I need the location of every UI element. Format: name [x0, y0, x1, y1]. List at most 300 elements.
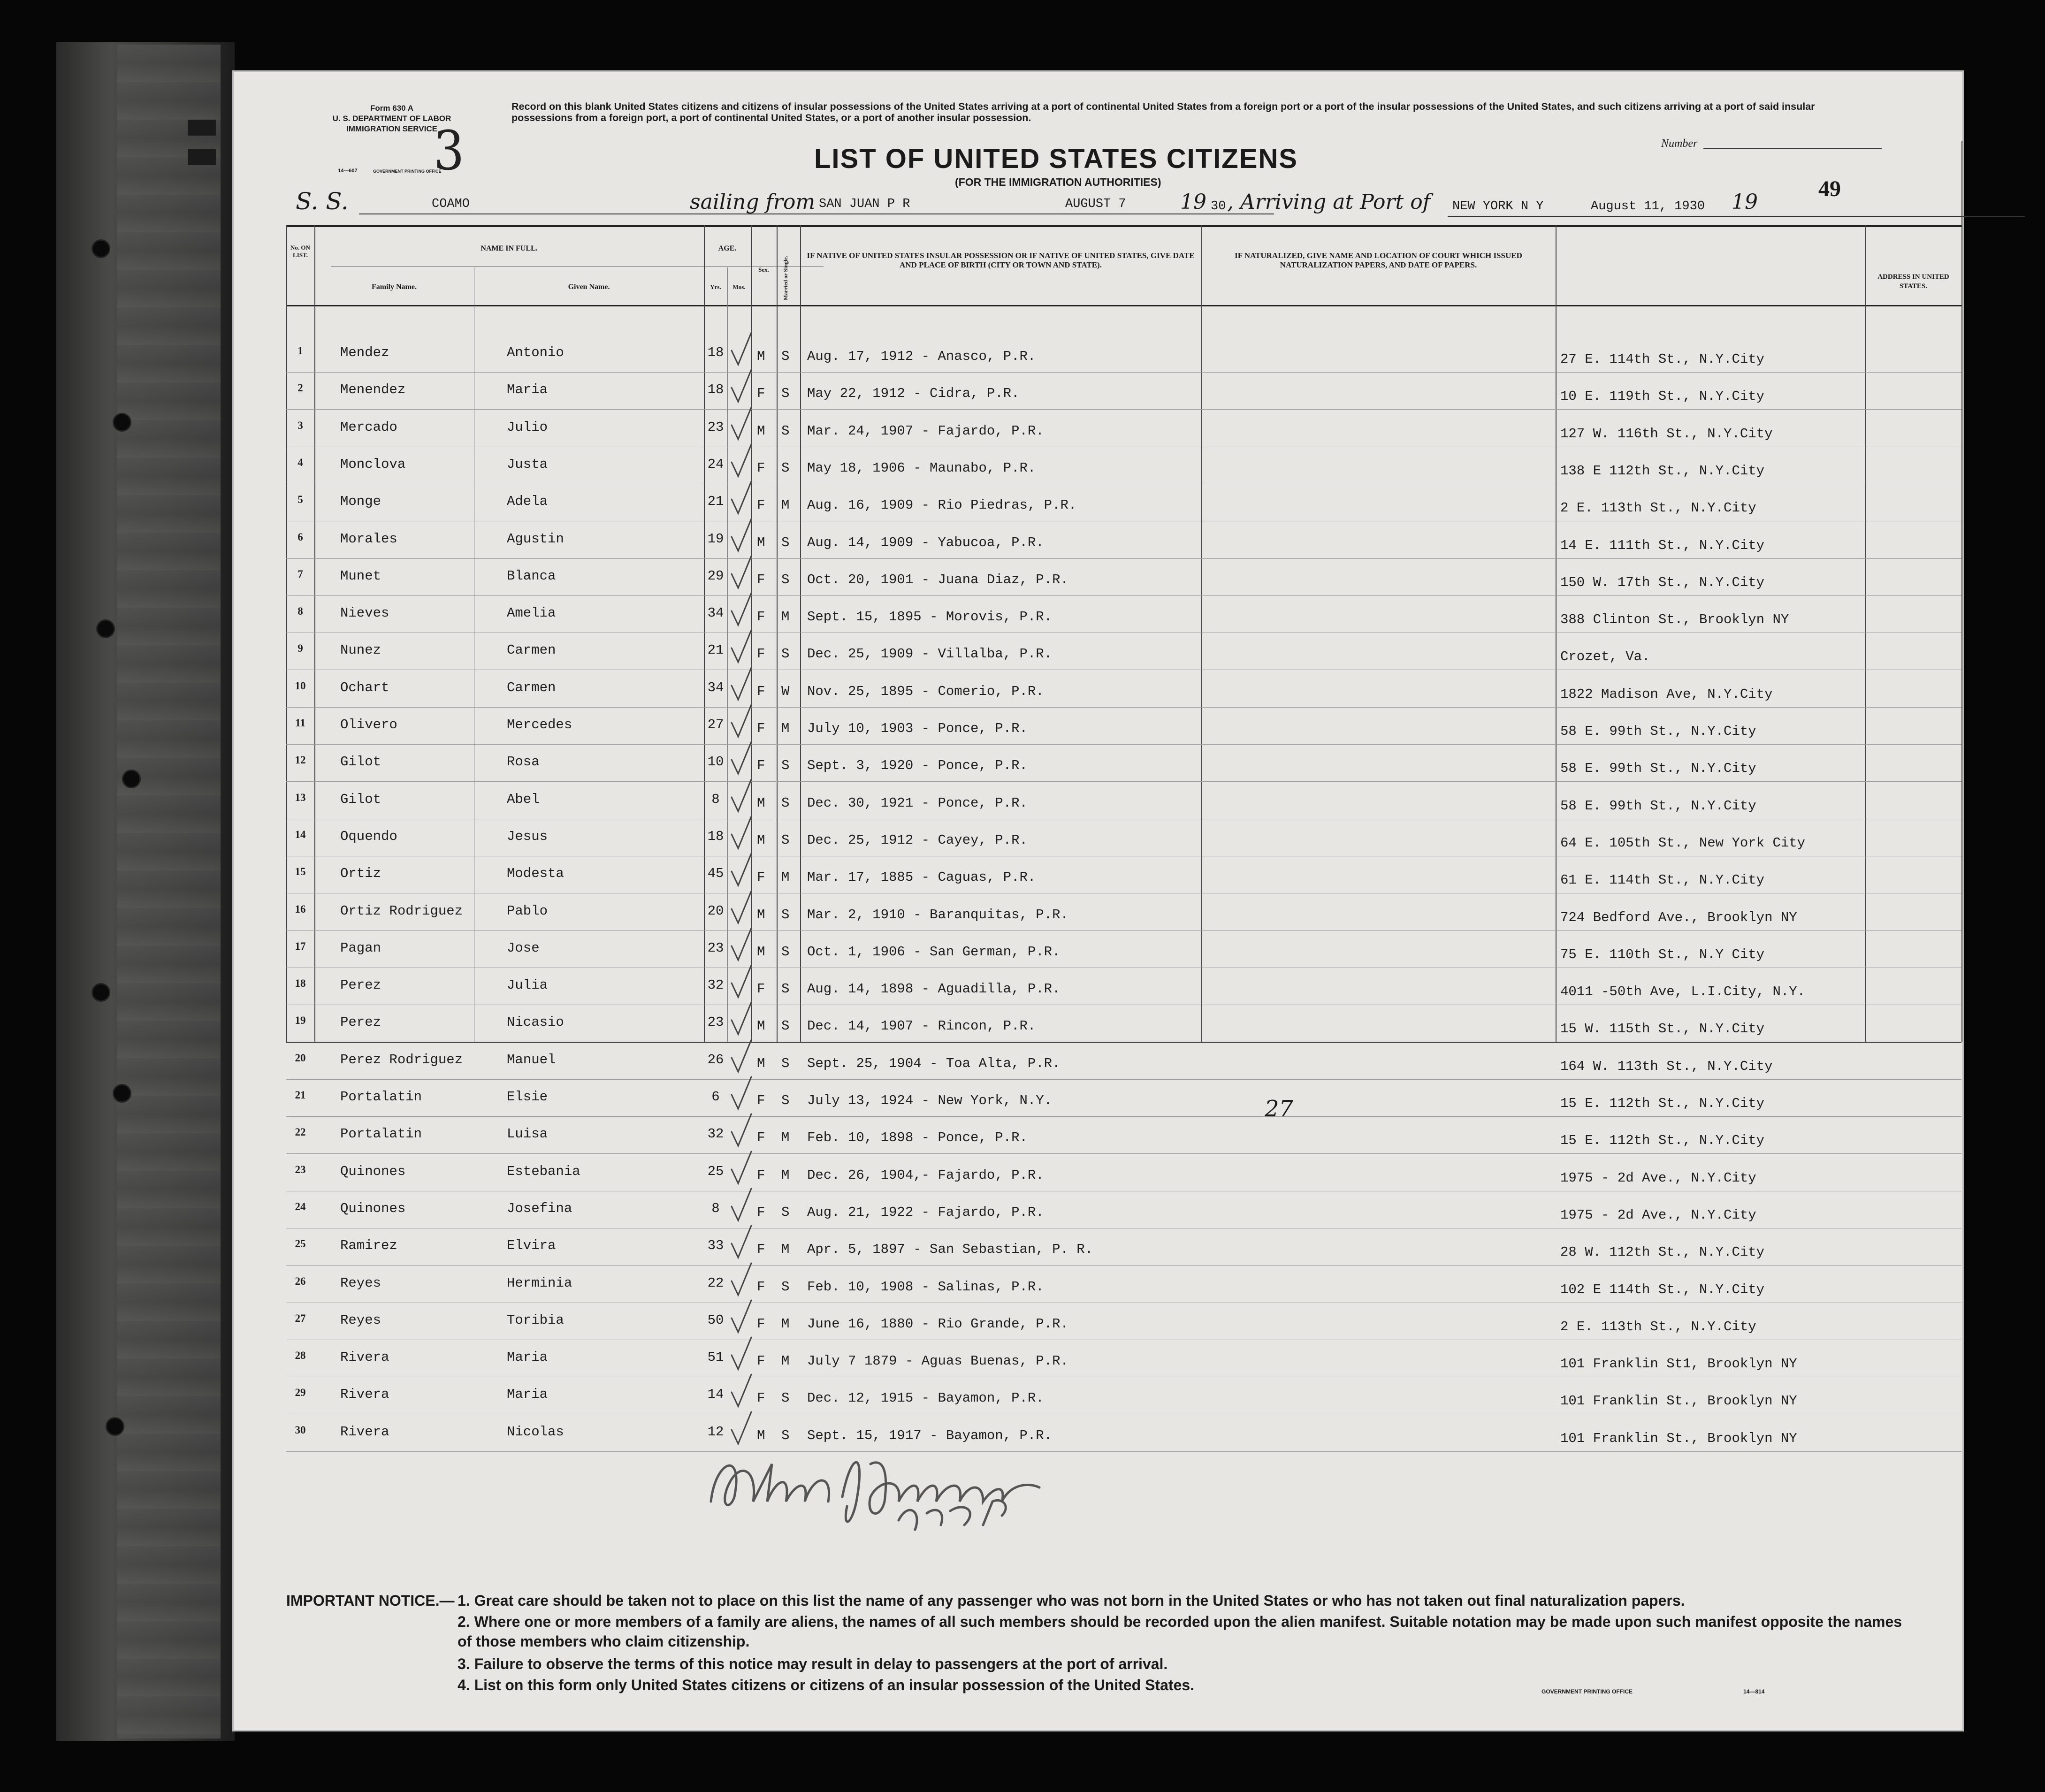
table-top-rule — [286, 225, 1961, 227]
family-name: Quinones — [340, 1200, 406, 1216]
marital-status: S — [781, 534, 790, 550]
sex: F — [757, 1390, 765, 1406]
address: 58 E. 99th St., N.Y.City — [1560, 724, 1756, 739]
address: 724 Bedford Ave., Brooklyn NY — [1560, 909, 1797, 925]
row-number: 7 — [298, 568, 303, 580]
given-name: Estebania — [507, 1163, 580, 1179]
sex: F — [757, 1316, 765, 1332]
given-name: Jose — [507, 940, 540, 956]
sex: M — [757, 1427, 765, 1443]
given-name: Jesus — [507, 828, 548, 844]
family-name: Reyes — [340, 1275, 382, 1291]
address: 2 E. 113th St., N.Y.City — [1560, 1319, 1756, 1334]
marital-status: M — [781, 1242, 790, 1258]
binder-hole — [113, 413, 131, 432]
row-number: 29 — [295, 1387, 306, 1399]
age-years: 29 — [707, 568, 724, 584]
family-name: Olivero — [340, 717, 397, 732]
check-mark — [730, 1187, 753, 1224]
footer-code: 14—814 — [1743, 1688, 1765, 1695]
row-rule — [286, 1265, 1961, 1266]
given-name: Blanca — [507, 568, 556, 584]
sex: F — [757, 460, 765, 476]
sex: M — [757, 907, 765, 923]
given-name: Abel — [507, 791, 540, 807]
sex: F — [757, 758, 765, 774]
marital-status: S — [781, 423, 790, 439]
check-mark — [730, 889, 753, 927]
binder-hole — [96, 619, 115, 638]
age-years: 12 — [707, 1424, 724, 1440]
sex: F — [757, 1204, 765, 1220]
row-rule — [286, 409, 1961, 410]
family-name: Portalatin — [340, 1126, 422, 1142]
given-name: Elsie — [507, 1089, 548, 1105]
check-mark — [730, 703, 753, 740]
row-rule — [286, 1153, 1961, 1154]
marital-status: S — [781, 572, 790, 587]
row-number: 21 — [295, 1089, 306, 1101]
check-mark — [730, 480, 753, 517]
sex: M — [757, 1018, 765, 1034]
address: 75 E. 110th St., N.Y City — [1560, 946, 1765, 962]
family-name: Oquendo — [340, 828, 397, 844]
row-number: 15 — [295, 866, 306, 878]
check-mark — [730, 331, 753, 368]
check-mark — [730, 963, 753, 1001]
family-name: Ortiz — [340, 866, 382, 882]
row-number: 22 — [295, 1126, 306, 1138]
row-rule — [286, 1079, 1961, 1080]
birth-date-place: Mar. 24, 1907 - Fajardo, P.R. — [807, 423, 1044, 439]
address: 10 E. 119th St., N.Y.City — [1560, 389, 1765, 404]
given-name: Elvira — [507, 1238, 556, 1254]
given-name: Maria — [507, 382, 548, 398]
header-native-info: IF NATIVE OF UNITED STATES INSULAR POSSESSION OR IF NATIVE OF UNITED STATES, GIVE DATE AND PLACE OF BIRTH (CITY OR TOWN AND STATE). — [807, 251, 1195, 269]
ss-label: S. S. — [296, 188, 349, 215]
page-number: 49 — [1818, 176, 1841, 201]
column-line — [1201, 225, 1202, 1042]
marital-status: M — [781, 721, 790, 736]
address: 64 E. 105th St., New York City — [1560, 835, 1806, 851]
address: 127 W. 116th St., N.Y.City — [1560, 426, 1773, 442]
header-family-name: Family Name. — [372, 283, 417, 291]
given-name: Mercedes — [507, 717, 572, 732]
birth-date-place: Sept. 25, 1904 - Toa Alta, P.R. — [807, 1055, 1061, 1071]
marital-status: S — [781, 1204, 790, 1220]
given-name: Julia — [507, 977, 548, 993]
marital-status: M — [781, 1353, 790, 1369]
marital-status: S — [781, 758, 790, 774]
family-name: Rivera — [340, 1350, 389, 1365]
age-years: 25 — [707, 1163, 724, 1179]
birth-date-place: Oct. 20, 1901 - Juana Diaz, P.R. — [807, 572, 1068, 587]
page-subtitle: (FOR THE IMMIGRATION AUTHORITIES) — [955, 176, 1161, 188]
margin-mark — [188, 120, 216, 136]
address: Crozet, Va. — [1560, 649, 1650, 665]
marital-status: S — [781, 646, 790, 662]
row-rule — [286, 1451, 1961, 1452]
sailing-from-label: sailing from — [690, 190, 816, 214]
given-name: Rosa — [507, 754, 540, 770]
address: 58 E. 99th St., N.Y.City — [1560, 798, 1756, 814]
family-name: Rivera — [340, 1387, 389, 1403]
age-years: 50 — [707, 1312, 724, 1328]
manifest-page — [232, 70, 1964, 1731]
family-name: Monclova — [340, 456, 406, 472]
birth-date-place: Aug. 17, 1912 - Anasco, P.R. — [807, 349, 1036, 364]
age-years: 34 — [707, 679, 724, 695]
sex: M — [757, 534, 765, 550]
marital-status: S — [781, 981, 790, 997]
given-name: Herminia — [507, 1275, 572, 1291]
row-number: 1 — [298, 345, 303, 357]
handwritten-number: 3 — [433, 120, 465, 183]
arrival-port: NEW YORK N Y — [1452, 199, 1544, 214]
row-number: 9 — [298, 642, 303, 655]
given-name: Nicasio — [507, 1014, 564, 1030]
binder-hole — [113, 1084, 131, 1103]
column-line — [800, 225, 801, 1042]
sex: M — [757, 795, 765, 811]
sex: F — [757, 683, 765, 699]
check-mark — [730, 628, 753, 666]
row-number: 16 — [295, 903, 306, 915]
birth-date-place: Aug. 21, 1922 - Fajardo, P.R. — [807, 1204, 1044, 1220]
check-mark — [730, 1373, 753, 1410]
age-years: 14 — [707, 1387, 724, 1403]
marital-status: S — [781, 1390, 790, 1406]
marital-status: S — [781, 1279, 790, 1295]
header-sex: Sex. — [758, 266, 769, 273]
birth-date-place: June 16, 1880 - Rio Grande, P.R. — [807, 1316, 1068, 1332]
row-number: 19 — [295, 1014, 306, 1027]
given-name: Modesta — [507, 866, 564, 882]
birth-date-place: Aug. 14, 1909 - Yabucoa, P.R. — [807, 534, 1044, 550]
row-number: 10 — [295, 679, 306, 692]
given-name: Carmen — [507, 642, 556, 658]
column-line — [1961, 141, 1962, 1042]
row-number: 30 — [295, 1424, 306, 1436]
form-line: IMMIGRATION SERVICE — [346, 124, 437, 133]
marginal-note: 27 — [1265, 1096, 1294, 1122]
family-name: Gilot — [340, 754, 382, 770]
header-given-name: Given Name. — [568, 283, 610, 291]
notice-item: 4. List on this form only United States citizens or citizens of an insular possession of the United States. — [458, 1677, 1195, 1693]
check-mark — [730, 442, 753, 480]
fill-line — [1448, 216, 2025, 217]
birth-date-place: July 13, 1924 - New York, N.Y. — [807, 1093, 1053, 1108]
given-name: Antonio — [507, 345, 564, 360]
sex: M — [757, 944, 765, 960]
notice-item: 3. Failure to observe the terms of this notice may result in delay to passengers at the port of arrival. — [458, 1655, 1168, 1672]
row-rule — [286, 930, 1961, 931]
sex: F — [757, 1167, 765, 1183]
address: 15 E. 112th St., N.Y.City — [1560, 1096, 1765, 1111]
row-number: 24 — [295, 1200, 306, 1212]
departure-date: AUGUST 7 — [1065, 197, 1126, 211]
printer-note: GOVERNMENT PRINTING OFFICE — [373, 169, 442, 174]
family-name: Menendez — [340, 382, 406, 398]
family-name: Monge — [340, 494, 382, 510]
check-mark — [730, 368, 753, 405]
age-years: 23 — [707, 940, 724, 956]
family-name: Nieves — [340, 605, 389, 621]
row-number: 3 — [298, 419, 303, 431]
birth-date-place: July 10, 1903 - Ponce, P.R. — [807, 721, 1028, 736]
age-years: 32 — [707, 977, 724, 993]
ship-name: COAMO — [432, 197, 470, 211]
given-name: Nicolas — [507, 1424, 564, 1440]
address: 15 W. 115th St., N.Y.City — [1560, 1021, 1765, 1037]
notice-heading: IMPORTANT NOTICE.— — [286, 1592, 455, 1609]
sex: F — [757, 646, 765, 662]
arrival-year-prefix: 19 — [1732, 190, 1758, 214]
sex: F — [757, 721, 765, 736]
birth-date-place: Dec. 14, 1907 - Rincon, P.R. — [807, 1018, 1036, 1034]
family-name: Munet — [340, 568, 382, 584]
address: 4011 -50th Ave, L.I.City, N.Y. — [1560, 984, 1806, 1000]
row-rule — [286, 781, 1961, 782]
check-mark — [730, 1224, 753, 1261]
row-rule — [286, 595, 1961, 596]
address: 2 E. 113th St., N.Y.City — [1560, 500, 1756, 516]
address: 138 E 112th St., N.Y.City — [1560, 463, 1765, 479]
marital-status: S — [781, 944, 790, 960]
row-number: 13 — [295, 791, 306, 803]
age-years: 10 — [707, 754, 724, 770]
birth-date-place: Dec. 25, 1912 - Cayey, P.R. — [807, 832, 1028, 848]
notice-item: 2. Where one or more members of a family are aliens, the names of all such members should be recorded upon the alien manifest. Suitable notation may be made upon such manifest opposite the names of those members who claim citizenship. — [458, 1613, 1902, 1650]
age-years: 32 — [707, 1126, 724, 1142]
check-mark — [730, 554, 753, 592]
row-number: 8 — [298, 605, 303, 618]
binder-hole — [92, 239, 110, 258]
form-code: 14—607 — [338, 168, 358, 174]
row-number: 17 — [295, 940, 306, 952]
table-header-rule — [286, 305, 1961, 306]
birth-date-place: Aug. 14, 1898 - Aguadilla, P.R. — [807, 981, 1061, 997]
marital-status: M — [781, 497, 790, 513]
given-name: Agustin — [507, 531, 564, 547]
header-married-single: Married or Single. — [782, 256, 789, 300]
check-mark — [730, 517, 753, 555]
age-years: 23 — [707, 1014, 724, 1030]
page-title: LIST OF UNITED STATES CITIZENS — [814, 144, 1298, 174]
row-rule — [286, 707, 1961, 708]
row-number: 5 — [298, 494, 303, 506]
row-rule — [286, 1116, 1961, 1117]
marital-status: W — [781, 683, 790, 699]
birth-date-place: May 18, 1906 - Maunabo, P.R. — [807, 460, 1036, 476]
header-age: AGE. — [718, 244, 737, 252]
marital-status: S — [781, 1427, 790, 1443]
address: 101 Franklin St., Brooklyn NY — [1560, 1393, 1797, 1409]
address: 27 E. 114th St., N.Y.City — [1560, 351, 1765, 367]
check-mark — [730, 666, 753, 703]
marital-status: S — [781, 386, 790, 402]
sex: F — [757, 572, 765, 587]
given-name: Adela — [507, 494, 548, 510]
address: 150 W. 17th St., N.Y.City — [1560, 574, 1765, 590]
sex: F — [757, 981, 765, 997]
birth-date-place: Mar. 2, 1910 - Baranquitas, P.R. — [807, 907, 1068, 923]
age-years: 21 — [707, 642, 724, 658]
sex: M — [757, 1055, 765, 1071]
age-years: 22 — [707, 1275, 724, 1291]
family-name: Perez Rodriguez — [340, 1052, 463, 1068]
marital-status: S — [781, 349, 790, 364]
address: 1822 Madison Ave, N.Y.City — [1560, 686, 1773, 702]
header-name-in-full: NAME IN FULL. — [481, 244, 538, 252]
age-years: 20 — [707, 903, 724, 919]
check-mark — [730, 1150, 753, 1187]
row-rule — [286, 558, 1961, 559]
sex: F — [757, 497, 765, 513]
check-mark — [730, 926, 753, 964]
sailing-from-port: SAN JUAN P R — [819, 197, 910, 211]
age-years: 45 — [707, 866, 724, 882]
family-name: Reyes — [340, 1312, 382, 1328]
marital-status: S — [781, 832, 790, 848]
address: 1975 - 2d Ave., N.Y.City — [1560, 1207, 1756, 1223]
form-line: U. S. DEPARTMENT OF LABOR — [332, 114, 451, 123]
age-years: 24 — [707, 456, 724, 472]
check-mark — [730, 1038, 753, 1075]
form-line: Form 630 A — [370, 104, 413, 113]
sex: F — [757, 1242, 765, 1258]
check-mark — [730, 1112, 753, 1150]
address: 101 Franklin St1, Brooklyn NY — [1560, 1356, 1797, 1372]
marital-status: S — [781, 1093, 790, 1108]
age-years: 27 — [707, 717, 724, 732]
notice-item: 1. Great care should be taken not to place on this list the name of any passenger who was not born in the United States or who has not taken out final naturalization papers. — [458, 1592, 1685, 1609]
birth-date-place: Dec. 26, 1904,- Fajardo, P.R. — [807, 1167, 1044, 1183]
family-name: Ramirez — [340, 1238, 397, 1254]
marital-status: M — [781, 869, 790, 885]
family-name: Pagan — [340, 940, 382, 956]
row-number: 18 — [295, 977, 306, 990]
birth-date-place: Nov. 25, 1895 - Comerio, P.R. — [807, 683, 1044, 699]
given-name: Pablo — [507, 903, 548, 919]
row-number: 26 — [295, 1275, 306, 1287]
given-name: Amelia — [507, 605, 556, 621]
marital-status: M — [781, 609, 790, 625]
row-number: 4 — [298, 456, 303, 468]
birth-date-place: Dec. 12, 1915 - Bayamon, P.R. — [807, 1390, 1044, 1406]
birth-date-place: Dec. 30, 1921 - Ponce, P.R. — [807, 795, 1028, 811]
row-number: 6 — [298, 531, 303, 543]
check-mark — [730, 778, 753, 815]
family-name: Perez — [340, 977, 382, 993]
row-number: 12 — [295, 754, 306, 766]
sex: F — [757, 386, 765, 402]
address: 58 E. 99th St., N.Y.City — [1560, 761, 1756, 777]
given-name: Manuel — [507, 1052, 556, 1068]
check-mark — [730, 815, 753, 852]
address: 102 E 114th St., N.Y.City — [1560, 1281, 1765, 1297]
header-naturalized-info: IF NATURALIZED, GIVE NAME AND LOCATION OF COURT WHICH ISSUED NATURALIZATION PAPERS, AND DATE OF PAPERS. — [1235, 251, 1522, 269]
column-line — [1865, 225, 1866, 1042]
binder-hole — [122, 770, 141, 788]
address: 388 Clinton St., Brooklyn NY — [1560, 612, 1789, 628]
address: 61 E. 114th St., N.Y.City — [1560, 872, 1765, 888]
address: 1975 - 2d Ave., N.Y.City — [1560, 1170, 1756, 1186]
header-address: ADDRESS IN UNITED STATES. — [1877, 273, 1949, 290]
header-yrs: Yrs. — [710, 283, 721, 290]
record-instructions: Record on this blank United States citizens and citizens of insular possessions of the United States arriving at a port of continental United States from a foreign port or a port of the insular possessions of the United States, and such citizens arriving at a port of said insular possessions from a foreign port, a port of continental United States, or a port of another insular possession. — [511, 101, 1815, 123]
age-years: 18 — [707, 828, 724, 844]
arrival-date: August 11, 1930 — [1591, 199, 1705, 214]
age-years: 19 — [707, 531, 724, 547]
header-no-on-list: No. ON LIST. — [290, 244, 310, 259]
birth-date-place: Aug. 16, 1909 - Rio Piedras, P.R. — [807, 497, 1077, 513]
family-name: Portalatin — [340, 1089, 422, 1105]
family-name: Rivera — [340, 1424, 389, 1440]
column-line — [727, 267, 728, 1042]
marital-status: S — [781, 1055, 790, 1071]
given-name: Josefina — [507, 1200, 572, 1216]
birth-date-place: Apr. 5, 1897 - San Sebastian, P. R. — [807, 1242, 1093, 1258]
column-line — [777, 225, 778, 1042]
given-name: Julio — [507, 419, 548, 435]
footer-printer: GOVERNMENT PRINTING OFFICE — [1541, 1688, 1633, 1695]
check-mark — [730, 1298, 753, 1336]
check-mark — [730, 1075, 753, 1113]
age-years: 21 — [707, 494, 724, 510]
marital-status: S — [781, 460, 790, 476]
address: 14 E. 111th St., N.Y.City — [1560, 537, 1765, 553]
marital-status: M — [781, 1130, 790, 1146]
departure-year: 30 — [1211, 199, 1226, 214]
age-years: 8 — [711, 1200, 720, 1216]
birth-date-place: Feb. 10, 1908 - Salinas, P.R. — [807, 1279, 1044, 1295]
marital-status: S — [781, 795, 790, 811]
family-name: Perez — [340, 1014, 382, 1030]
binder-hole — [106, 1417, 124, 1436]
year-prefix: 19 — [1180, 190, 1206, 214]
birth-date-place: Sept. 3, 1920 - Ponce, P.R. — [807, 758, 1028, 774]
family-name: Ochart — [340, 679, 389, 695]
age-years: 33 — [707, 1238, 724, 1254]
birth-date-place: Dec. 25, 1909 - Villalba, P.R. — [807, 646, 1053, 662]
check-mark — [730, 1261, 753, 1299]
binder-hole — [92, 983, 110, 1002]
age-years: 26 — [707, 1052, 724, 1068]
row-number: 25 — [295, 1238, 306, 1250]
check-mark — [730, 1335, 753, 1373]
marital-status: S — [781, 1018, 790, 1034]
column-line — [314, 225, 315, 1042]
family-name: Morales — [340, 531, 397, 547]
family-name: Quinones — [340, 1163, 406, 1179]
age-years: 8 — [711, 791, 720, 807]
birth-date-place: Mar. 17, 1885 - Caguas, P.R. — [807, 869, 1036, 885]
sex: F — [757, 1130, 765, 1146]
family-name: Mendez — [340, 345, 389, 360]
binder-strip-texture — [117, 45, 221, 1739]
family-name: Mercado — [340, 419, 397, 435]
birth-date-place: Feb. 10, 1898 - Ponce, P.R. — [807, 1130, 1028, 1146]
given-name: Maria — [507, 1387, 548, 1403]
row-number: 14 — [295, 828, 306, 840]
sex: M — [757, 832, 765, 848]
arriving-label: , Arriving at Port of — [1227, 190, 1430, 214]
address: 101 Franklin St., Brooklyn NY — [1560, 1430, 1797, 1446]
check-mark — [730, 1000, 753, 1038]
birth-date-place: Sept. 15, 1917 - Bayamon, P.R. — [807, 1427, 1053, 1443]
birth-date-place: Oct. 1, 1906 - San German, P.R. — [807, 944, 1061, 960]
